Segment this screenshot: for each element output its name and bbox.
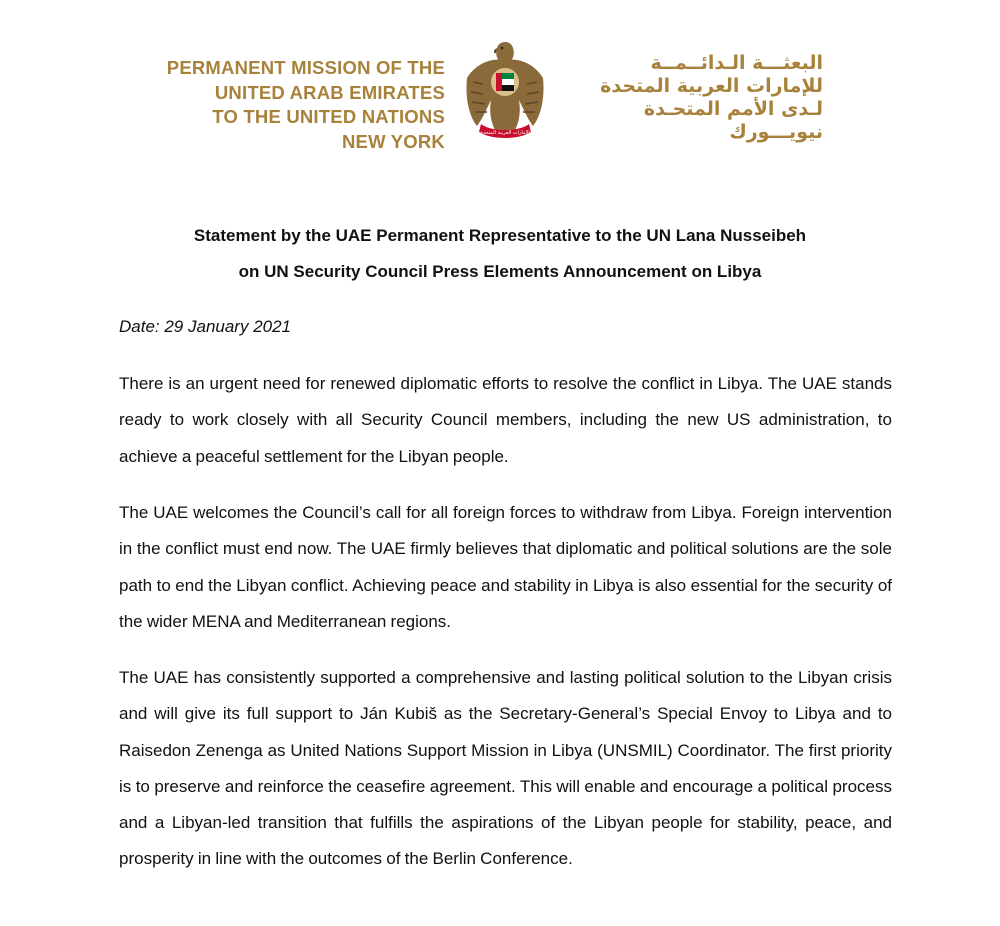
statement-paragraph-3: The UAE has consistently supported a comprehensive and lasting political solution to the Libyan crisis and will give its full support to Ján Kubiš as the Secretary-General’s Special Envoy to Libya and to Raisedon Zenenga as United Nations Support Mission in Libya (UNSMIL) Coordinator. The first priority is to preserve and reinforce the ceasefire agreement. This will enable and encourage a political process and a Libyan-led transition that fulfills the aspirations of the Libyan people for stability, peace, and prosperity in line with the outcomes of the Berlin Conference. xyxy=(119,668,892,869)
statement-title-line-1: Statement by the UAE Permanent Representative to the UN Lana Nusseibeh xyxy=(193,226,807,245)
mission-name-arabic-line: للإمارات العربية المتحدة xyxy=(600,75,823,97)
uae-falcon-emblem-icon xyxy=(463,38,547,146)
letterhead xyxy=(0,36,1000,156)
mission-name-line: NEW YORK xyxy=(341,130,445,152)
mission-name-arabic-line: لـدى الأمم المتحـدة xyxy=(643,98,823,120)
mission-name-arabic-line: نيويـــورك xyxy=(729,121,823,143)
statement-title-line-2: on UN Security Council Press Elements Announcement on Libya xyxy=(238,262,762,281)
mission-name-english xyxy=(167,56,445,154)
statement-paragraph-2: The UAE welcomes the Council’s call for all foreign forces to withdraw from Libya. Foreign intervention in the conflict must end now. The UAE firmly believes that diplomatic and political solutions are the sole path to end the Libyan conflict. Achieving peace and stability in Libya is also essential for the security of the wider MENA and Mediterranean regions. xyxy=(119,503,892,631)
mission-name-line: PERMANENT MISSION OF THE xyxy=(166,57,445,78)
mission-name-line: UNITED ARAB EMIRATES xyxy=(214,81,445,103)
mission-name-arabic-line: البعثـــة الـدائــمــة xyxy=(650,52,823,74)
statement-paragraph-1: There is an urgent need for renewed diplomatic efforts to resolve the conflict in Libya. The UAE stands ready to work closely with all Security Council members, including the new US administration, to achieve a peaceful settlement for the Libyan people. xyxy=(119,374,892,466)
mission-name-line: TO THE UNITED NATIONS xyxy=(212,106,445,127)
mission-name-arabic xyxy=(563,52,823,144)
statement-date: Date: 29 January 2021 xyxy=(119,317,292,336)
emblem-scroll-text: الإمارات العربية المتحدة xyxy=(480,130,530,136)
